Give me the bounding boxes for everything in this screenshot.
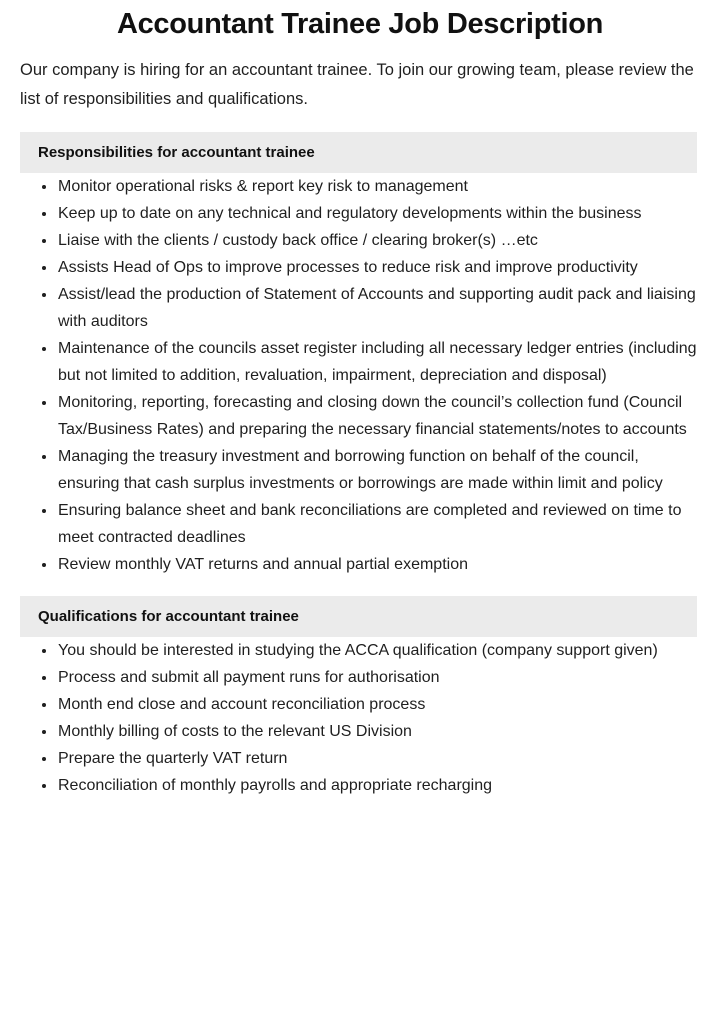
list-item: Process and submit all payment runs for authorisation [0, 664, 720, 691]
section-heading-qualifications: Qualifications for accountant trainee [20, 596, 697, 637]
section-qualifications [0, 596, 720, 799]
list-item: Liaise with the clients / custody back office / clearing broker(s) …etc [0, 227, 720, 254]
responsibilities-list [0, 173, 720, 578]
qualifications-list [0, 637, 720, 799]
list-item: Assists Head of Ops to improve processes to reduce risk and improve productivity [0, 254, 720, 281]
list-item: You should be interested in studying the ACCA qualification (company support given) [0, 637, 720, 664]
list-item: Monitor operational risks & report key risk to management [0, 173, 720, 200]
list-item: Month end close and account reconciliation process [0, 691, 720, 718]
section-responsibilities [0, 132, 720, 578]
list-item: Maintenance of the councils asset register including all necessary ledger entries (including but not limited to addition, revaluation, impairment, depreciation and disposal) [0, 335, 720, 389]
section-heading-responsibilities: Responsibilities for accountant trainee [20, 132, 697, 173]
list-item: Prepare the quarterly VAT return [0, 745, 720, 772]
list-item: Review monthly VAT returns and annual partial exemption [0, 551, 720, 578]
list-item: Assist/lead the production of Statement of Accounts and supporting audit pack and liaising with auditors [0, 281, 720, 335]
list-item: Managing the treasury investment and borrowing function on behalf of the council, ensuring that cash surplus investments or borrowings are made within limit and policy [0, 443, 720, 497]
list-item: Keep up to date on any technical and regulatory developments within the business [0, 200, 720, 227]
page-title: Accountant Trainee Job Description [116, 8, 604, 40]
list-item: Monitoring, reporting, forecasting and closing down the council’s collection fund (Council Tax/Business Rates) and preparing the necessary financial statements/notes to accounts [0, 389, 720, 443]
list-item: Ensuring balance sheet and bank reconciliations are completed and reviewed on time to meet contracted deadlines [0, 497, 720, 551]
list-item: Monthly billing of costs to the relevant US Division [0, 718, 720, 745]
list-item: Reconciliation of monthly payrolls and appropriate recharging [0, 772, 720, 799]
intro-paragraph: Our company is hiring for an accountant trainee. To join our growing team, please review the list of responsibilities and qualifications. [20, 61, 694, 108]
